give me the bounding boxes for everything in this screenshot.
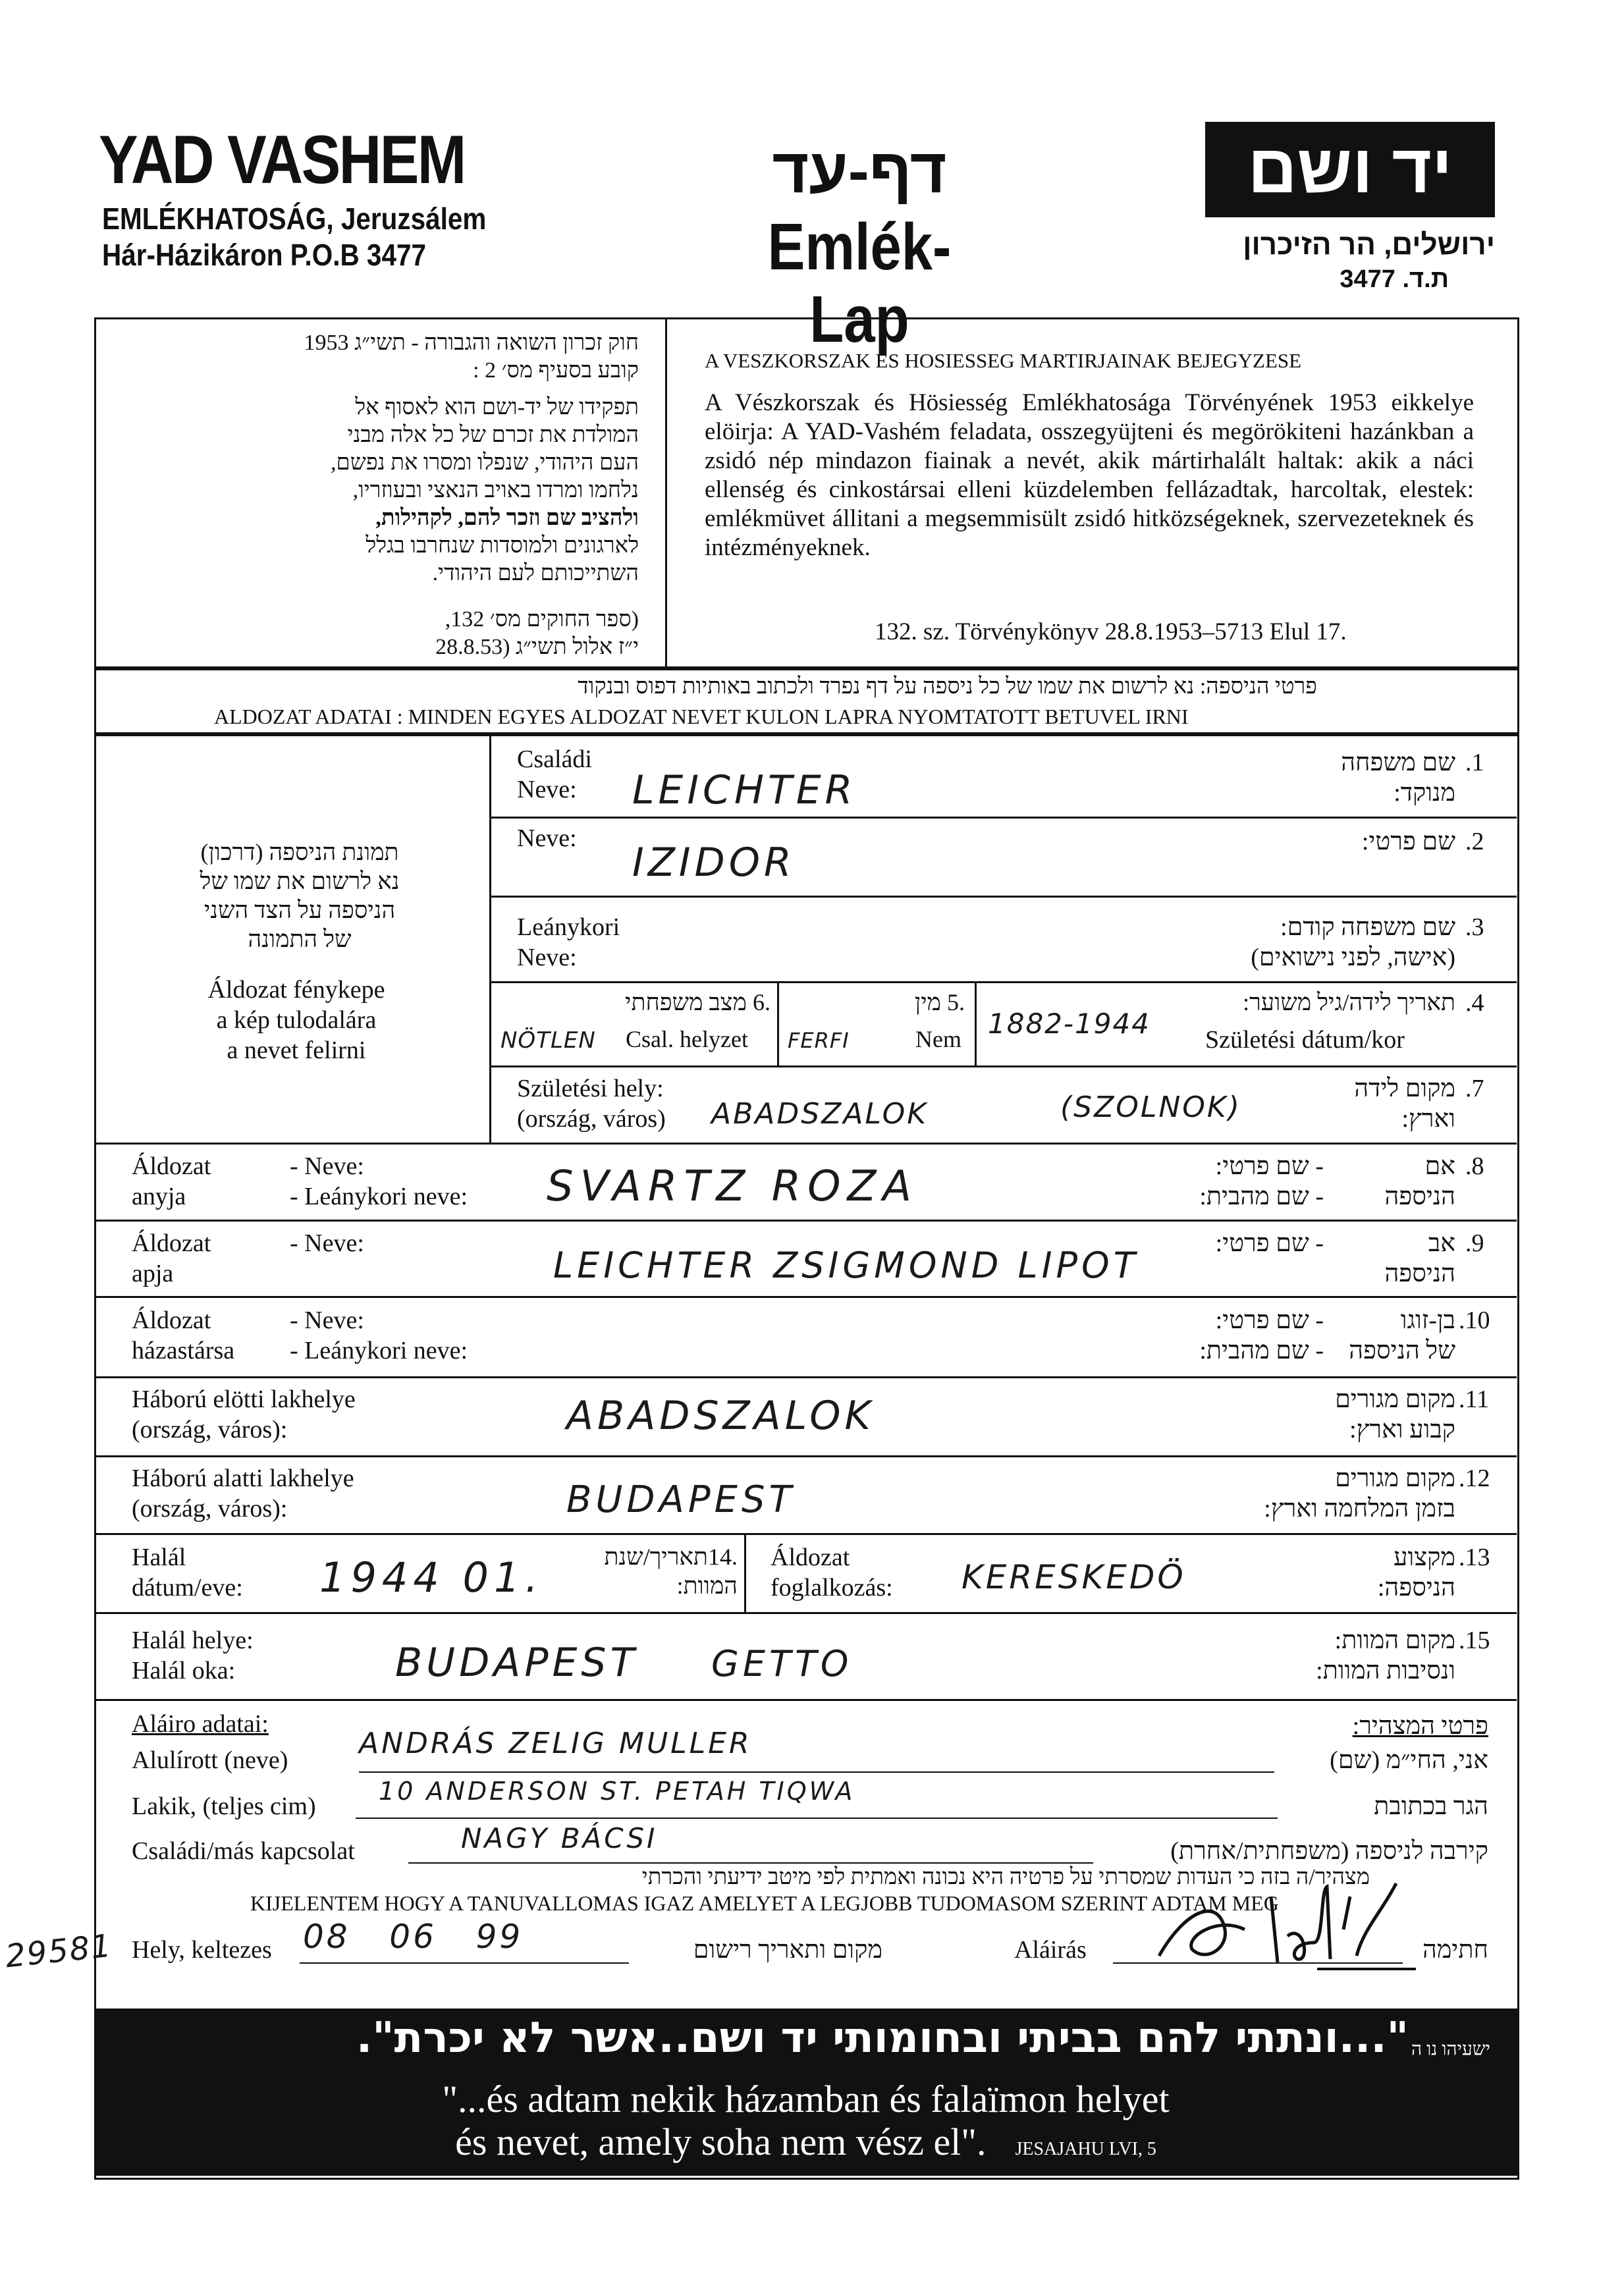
signer-address-label-he: הגר בכתובת [1374,1792,1488,1820]
field-9-number: .9 [1465,1229,1484,1257]
field-1-family-name-value[interactable]: LEICHTER [632,767,857,813]
field-14-number: .14 [708,1544,738,1570]
field-13-occupation-value[interactable]: KERESKEDÖ [961,1558,1186,1596]
law-hebrew-line: קובע בסעיף מס׳ 2 : [473,358,639,383]
field-7-birth-place-value[interactable]: ABADSZALOK [711,1097,929,1131]
field-1-label-hu [517,744,592,805]
law-hungarian-ref: 132. sz. Törvénykönyv 28.8.1953–5713 Elul 17. [875,618,1347,645]
field-10-label-hu [132,1305,234,1366]
org-line-1: EMLÉKHATOSÁG, Jeruzsálem [102,202,487,236]
field-5-label-hu: Nem [915,1026,961,1052]
footer-banner [94,2008,1517,2176]
label-line: Áldozat [132,1152,211,1180]
signature-label: Aláirás [1014,1936,1087,1964]
label-line: Háború elötti lakhelye [132,1386,356,1413]
label-line: Leánykori [517,913,620,941]
address-hebrew: ירושלים, הר הזיכרון [1243,229,1495,261]
field-9-label-he [1337,1228,1455,1289]
field-8-label-he [1337,1151,1455,1212]
field-3-number: .3 [1465,913,1484,941]
signer-name-label-he: אני, החי״מ (שם) [1330,1746,1488,1774]
place-date-label: Hely, keltezes [132,1936,272,1964]
declaration-hebrew: מצהיר/ה בזה כי העדות שמסרתי על פרטיה היא נכונה ואמתית לפי מיטב ידיעתי והכרתי [641,1865,1370,1889]
margin-note: 29581 [3,1927,115,1976]
field-3-label-hu [517,912,620,973]
label-line: Áldozat [132,1229,211,1257]
logo-text: יד ושם [1247,131,1453,207]
field-13-label-he [1304,1542,1455,1603]
label-line: - Leánykori neve: [290,1183,468,1210]
yad-vashem-logo [1205,122,1495,217]
label-line: המוות: [676,1573,738,1599]
label-line: מקום המוות: [1334,1627,1455,1654]
signer-title: Aláiro adatai: [132,1710,269,1738]
declaration-hungarian: KIJELENTEM HOGY A TANUVALLOMAS IGAZ AMELYET A LEGJOBB TUDOMASOM SZERINT ADTAM MEG [250,1891,1279,1915]
field-9-label-hu [132,1228,211,1289]
label-line: (ország, város): [132,1416,288,1443]
law-hebrew-ref-2: י״ז אלול תשי״ג (28.8.53 [435,635,639,659]
law-hebrew-line: חוק זכרון השואה והגבורה - תשי״ג 1953 [304,331,639,355]
law-hebrew-line: נלחמו ומרדו באויב הנאצי ובעוזריו, [352,478,639,502]
footer-quote-hu-2 [94,2120,1517,2164]
field-7-label-hu [517,1073,666,1134]
label-line: Családi [517,745,592,773]
field-14-label-hu [132,1542,243,1603]
law-hebrew-line: המולדת את זכרם של כל אלה מבני [347,423,639,447]
label-line: של הניספה [1349,1337,1455,1364]
form-title: Emlék-Lap [767,210,952,356]
label-line: מקום מגורים [1335,1386,1455,1413]
field-7-number: .7 [1465,1075,1484,1102]
photo-instructions-hungarian [132,975,461,1065]
field-5-number: .5 [947,989,965,1015]
field-8-sub-he [1106,1151,1324,1212]
law-hungarian-body: A Vészkorszak és Hösiesség Emlékhatosága Törvényének 1953 eikkelye elöirja: A YAD-Vashém feladata, osszegyüjteni és megörökiteni hazánkban a zsidó nép mindazon fiainak a nevét, akik mártirhalált haltak: akik a náci ellenség és cinkostársai elleni küzdelemben fellázadtak, harcoltak, elestek: emlékmüvet állitani a megsemmisült zsidó hitközségeknek, szervezeteknek és intézményeknek. [705,389,1474,561]
signer-relation-value[interactable]: NAGY BÁCSI [461,1822,658,1854]
place-date-value[interactable]: 08 06 99 [303,1918,524,1956]
field-6-label-he [580,988,771,1017]
label-line: (אישה, לפני נישואים) [1251,944,1455,971]
footer-hu-line2: és nevet, amely soha nem vész el". [455,2120,987,2163]
field-14-death-date-value[interactable]: 1944 01. [319,1553,544,1602]
label-line: Neve: [517,944,577,971]
label-line: (ország, város) [517,1105,666,1133]
label-line: - Leánykori neve: [290,1337,468,1364]
signer-name-label: Alulírott (neve) [132,1746,288,1774]
field-10-label-he [1311,1305,1455,1366]
label-line: שם משפחה קודם: [1280,913,1455,941]
photo-hu-line: Áldozat fénykepe [207,976,385,1004]
label-line: Halál [132,1544,186,1571]
photo-instructions-hebrew [158,838,441,954]
field-7-label-he [1291,1073,1455,1134]
label-line: Áldozat [771,1544,850,1571]
law-hebrew-line: תפקידו של יד-ושם הוא לאסוף אל [355,395,639,419]
field-5-label-he [843,988,965,1017]
label-line: מצב משפחתי [625,989,747,1015]
place-date-label-he: מקום ותאריך רישום [693,1936,882,1964]
org-name: YAD VASHEM [99,122,465,198]
signer-address-label: Lakik, (teljes cim) [132,1792,316,1820]
label-line: apja [132,1260,174,1287]
footer-hu-ref: JESAJAHU LVI, 5 [1015,2139,1156,2159]
label-line: - שם פרטי: [1215,1307,1324,1334]
field-2-number: .2 [1465,828,1484,855]
field-11-label-he [1205,1384,1455,1445]
field-8-label-hu [132,1151,211,1212]
field-10-sub-he [1106,1305,1324,1366]
label-line: Háború alatti lakhelye [132,1465,354,1492]
field-11-number: .11 [1459,1386,1490,1413]
field-15-death-cause-value[interactable]: GETTO [711,1643,853,1685]
footer-quote-hu-1: "...és adtam nekik házamban és falaïmon helyet [442,2078,1170,2120]
photo-hu-line: a kép tulodalára [216,1006,377,1034]
label-line: Neve: [517,776,577,803]
photo-hu-line: a nevet felirni [227,1037,366,1064]
label-line: הניספה: [1377,1574,1455,1602]
label-line: וארץ: [1401,1105,1455,1133]
label-line: אם [1424,1152,1455,1180]
field-12-label-hu [132,1463,354,1524]
field-12-label-he [1172,1463,1455,1524]
pob-hebrew: ת.ד. 3477 [1340,265,1449,293]
label-line: - Neve: [290,1307,364,1334]
field-2-first-name-value[interactable]: IZIDOR [632,840,796,886]
field-13-label-hu [771,1542,893,1603]
label-line: Halál oka: [132,1657,236,1685]
label-line: dátum/eve: [132,1574,243,1602]
label-line: ונסיבות המוות: [1316,1657,1455,1685]
label-line: Áldozat [132,1307,211,1334]
signer-title-he: פרטי המצהיר: [1352,1712,1488,1740]
field-15-label-hu [132,1625,254,1686]
label-line: - שם פרטי: [1215,1152,1324,1180]
field-10-sub-hu [290,1305,468,1366]
field-4-number: .4 [1465,989,1484,1017]
law-hebrew-line: העם היהודי, שנפלו ומסרו את נפשם, [331,450,639,475]
label-line: שם משפחה [1341,749,1455,776]
footer-hebrew-text: "...ונתתי להם בביתי ובחומותי יד ושם..אשר לא יכרת". [356,2014,1409,2062]
signature[interactable] [1146,1870,1422,1976]
law-hebrew [112,329,639,661]
label-line: - שם מהבית: [1199,1183,1324,1210]
field-8-sub-hu [290,1151,468,1212]
label-line: אב [1428,1229,1455,1257]
label-line: בזמן המלחמה וארץ: [1264,1495,1455,1523]
field-10-number: .10 [1459,1307,1490,1334]
label-line: תאריך/שנת [604,1544,708,1570]
field-9-sub-hu: - Neve: [290,1229,364,1257]
field-9-father-name-value[interactable]: LEICHTER ZSIGMOND LIPOT [553,1245,1139,1286]
label-line: foglalkozás: [771,1574,893,1602]
field-15-death-place-value[interactable]: BUDAPEST [395,1640,639,1686]
field-12-number: .12 [1459,1465,1490,1492]
label-line: (ország, város): [132,1495,288,1523]
label-line: anyja [132,1183,186,1210]
label-line: הניספה [1384,1260,1455,1287]
instructions-hebrew: פרטי הניספה: נא לרשום את שמו של כל ניספה על דף נפרד ולכתוב באותיות דפוס ובנקוד [578,674,1317,699]
photo-hebrew-line: הניספה על הצד השני [203,897,396,923]
field-14-label-he [566,1542,738,1600]
field-9-sub-he: - שם פרטי: [1215,1229,1324,1257]
label-line: בן-זוגו [1400,1307,1455,1334]
photo-hebrew-line: של התמונה [248,926,352,952]
law-hebrew-line: השתייכותם לעם היהודי. [432,561,639,585]
field-8-number: .8 [1465,1152,1484,1180]
label-line: קבוע וארץ: [1349,1416,1455,1443]
field-15-label-he [1205,1625,1455,1686]
field-1-label-he [1238,747,1455,808]
law-hebrew-ref-1: (ספר החוקים מס׳ 132, [445,607,639,632]
field-4-birth-date-value[interactable]: 1882-1944 [988,1008,1150,1040]
label-line: Halál helye: [132,1627,254,1654]
field-6-marital-status-value[interactable]: NÖTLEN [501,1027,596,1054]
law-hebrew-line: ולהציב שם וזכר להם, לקהילות, [375,506,639,530]
field-4-label-hu: Születési dátum/kor [1205,1026,1405,1054]
signature-label-he: חתימה [1422,1936,1488,1964]
field-2-label-he: שם פרטי: [1361,828,1455,855]
org-line-2: Hár-Házikáron P.O.B 3477 [102,238,426,272]
signer-relation-label-he: קירבה לניספה (משפחתית/אחרת) [1170,1837,1488,1865]
field-8-mother-name-value[interactable]: SVARTZ ROZA [547,1162,919,1211]
field-6-number: .6 [753,989,771,1015]
law-hungarian-title: A VESZKORSZAK ES HOSIESSEG MARTIRJAINAK BEJEGYZESE [705,349,1302,372]
title-hebrew: דף-עד [772,136,947,206]
instructions-hungarian: ALDOZAT ADATAI : MINDEN EGYES ALDOZAT NEVET KULON LAPRA NYOMTATOTT BETUVEL IRNI [214,705,1189,728]
field-15-number: .15 [1459,1627,1490,1654]
field-11-prewar-residence-value[interactable]: ABADSZALOK [566,1393,875,1439]
signer-relation-label: Családi/más kapcsolat [132,1837,355,1865]
field-2-label-hu: Neve: [517,824,577,852]
field-5-sex-value[interactable]: FERFI [788,1028,850,1053]
label-line: מין [915,989,941,1015]
field-6-label-hu: Csal. helyzet [626,1026,748,1052]
field-12-wartime-residence-value[interactable]: BUDAPEST [566,1478,796,1521]
field-4-label-he: תאריך לידה/גיל משוער: [1243,989,1455,1015]
footer-hebrew-ref: ישעיהו נו ה [1411,2039,1490,2060]
signer-address-value[interactable]: 10 ANDERSON ST. PETAH TIQWA [379,1777,855,1806]
field-3-label-he [1172,912,1455,973]
photo-hebrew-line: נא לרשום את שמו של [200,868,400,894]
footer-quote-hebrew [121,2014,1490,2062]
label-line: - שם מהבית: [1199,1337,1324,1364]
label-line: מקצוע [1394,1544,1455,1571]
label-line: מנוקד: [1394,779,1455,807]
label-line: הניספה [1384,1183,1455,1210]
label-line: házastársa [132,1337,235,1364]
label-line: - Neve: [290,1152,364,1180]
label-line: Születési hely: [517,1075,664,1102]
field-13-number: .13 [1459,1544,1490,1571]
label-line: מקום מגורים [1335,1465,1455,1492]
photo-hebrew-line: תמונת הניספה (דרכון) [200,839,399,865]
field-11-label-hu [132,1384,356,1445]
field-7-birth-county-value[interactable]: (SZOLNOK) [1060,1091,1241,1124]
law-hebrew-line: לארגונים ולמוסדות שנחרבו בגלל [365,533,639,558]
label-line: מקום לידה [1354,1075,1455,1102]
signer-name-value[interactable]: ANDRÁS ZELIG MULLER [359,1727,752,1760]
field-1-number: .1 [1465,749,1484,776]
